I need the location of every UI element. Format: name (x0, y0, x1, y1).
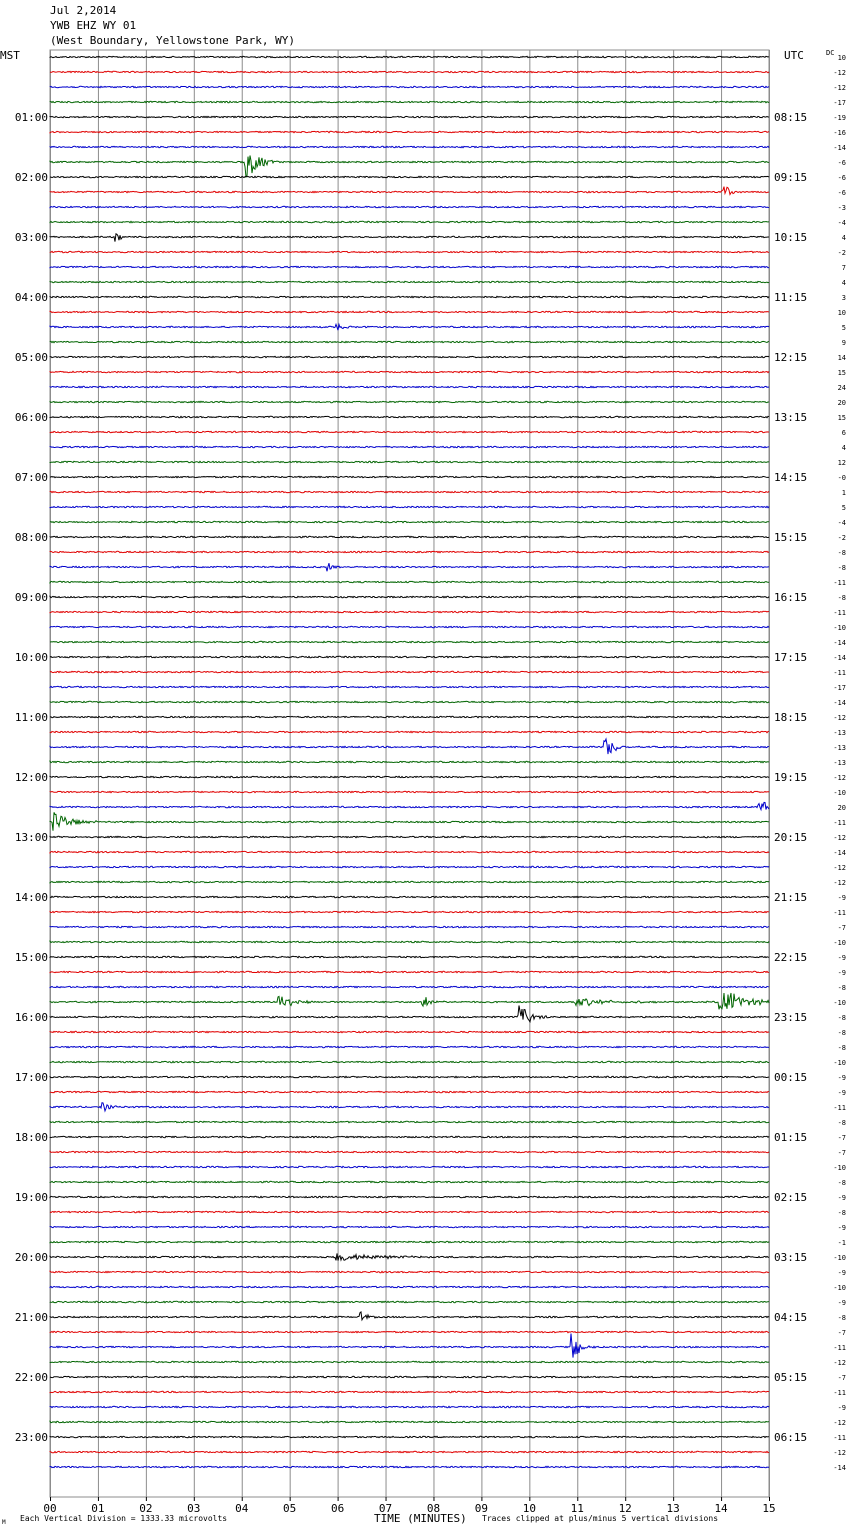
dc-offset-label: -17 (833, 684, 846, 692)
title-location: (West Boundary, Yellowstone Park, WY) (50, 34, 296, 47)
seismic-trace (50, 812, 769, 830)
dc-offset-label: -9 (837, 969, 846, 977)
seismic-trace (50, 386, 769, 387)
dc-offset-label: -8 (837, 549, 846, 557)
dc-offset-label: -9 (837, 954, 846, 962)
x-tick-label: 12 (618, 1502, 632, 1515)
seismic-trace (50, 1406, 769, 1407)
seismic-trace (50, 993, 769, 1009)
mst-hour-label: 11:00 (14, 711, 48, 724)
utc-hour-label: 22:15 (774, 951, 808, 964)
dc-offset-label: -8 (837, 564, 846, 572)
utc-hour-label: 05:15 (774, 1371, 808, 1384)
seismic-trace (50, 1076, 769, 1077)
dc-offset-label: -6 (837, 189, 846, 197)
seismic-trace (50, 296, 769, 297)
seismic-trace (50, 1301, 769, 1302)
title-station: YWB EHZ WY 01 (50, 19, 137, 32)
dc-offset-label: -6 (837, 159, 846, 167)
dc-offset-label: -12 (833, 714, 846, 722)
dc-offset-label: -9 (837, 1224, 846, 1232)
dc-offset-label: -8 (837, 1044, 846, 1052)
seismic-trace (50, 739, 769, 754)
footer-corner-mark: M (2, 1519, 6, 1526)
dc-offset-label: 24 (837, 384, 846, 392)
dc-offset-label: -12 (833, 84, 846, 92)
dc-offset-label: -17 (833, 99, 846, 107)
dc-offset-label: 6 (841, 429, 846, 437)
x-tick-label: 06 (330, 1502, 345, 1515)
seismic-trace (50, 1196, 769, 1197)
seismic-trace (50, 521, 769, 522)
seismic-trace (50, 1254, 769, 1261)
mst-hour-label: 15:00 (14, 951, 48, 964)
seismic-trace (50, 941, 769, 942)
dc-offset-label: -8 (837, 1209, 846, 1217)
dc-offset-label: 4 (841, 444, 846, 452)
mst-hour-label: 13:00 (14, 831, 48, 844)
seismic-trace (50, 1241, 769, 1242)
dc-offset-label: -8 (837, 1179, 846, 1187)
dc-offset-label: -9 (837, 894, 846, 902)
mst-hour-label: 08:00 (14, 531, 48, 544)
utc-hour-label: 19:15 (774, 771, 808, 784)
dc-offset-label: -9 (837, 1089, 846, 1097)
dc-offset-label: -12 (833, 879, 846, 887)
seismic-trace (50, 926, 769, 927)
seismic-trace (50, 221, 769, 222)
dc-offset-label: -2 (837, 534, 846, 542)
seismic-trace (50, 716, 769, 717)
x-tick-label: 07 (378, 1502, 393, 1515)
seismic-trace (50, 431, 769, 432)
x-tick-label: 10 (522, 1502, 536, 1515)
x-tick-label: 08 (426, 1502, 441, 1515)
x-axis-label: TIME (MINUTES) (374, 1512, 467, 1525)
utc-hour-label: 16:15 (774, 591, 808, 604)
seismic-trace (50, 656, 769, 657)
seismic-trace (50, 71, 769, 72)
seismic-trace (50, 881, 769, 882)
seismic-trace (50, 776, 769, 777)
mst-hour-label: 16:00 (14, 1011, 48, 1024)
dc-offset-label: -14 (833, 1464, 846, 1472)
mst-hour-label: 01:00 (14, 111, 48, 124)
dc-offset-label: -12 (833, 774, 846, 782)
dc-offset-label: -10 (833, 624, 846, 632)
seismic-trace (50, 791, 769, 792)
dc-offset-label: 5 (841, 504, 846, 512)
dc-offset-label: -12 (833, 1359, 846, 1367)
utc-hour-label: 08:15 (774, 111, 808, 124)
seismic-trace (50, 1046, 769, 1047)
dc-offset-label: -2 (837, 249, 846, 257)
dc-offset-label: -1 (837, 1239, 846, 1247)
dc-offset-label: 1 (841, 489, 846, 497)
dc-offset-label: -10 (833, 1059, 846, 1067)
seismic-trace (50, 234, 769, 242)
seismic-trace (50, 1031, 769, 1032)
mst-hour-label: 03:00 (14, 231, 48, 244)
seismic-trace (50, 324, 769, 330)
seismic-trace (50, 341, 769, 342)
mst-hour-label: 14:00 (14, 891, 48, 904)
seismic-trace (50, 1211, 769, 1212)
seismic-trace (50, 1436, 769, 1437)
title-date: Jul 2,2014 (50, 4, 117, 17)
seismic-trace (50, 506, 769, 507)
mst-hour-label: 23:00 (14, 1431, 48, 1444)
dc-offset-label: -7 (837, 1374, 846, 1382)
dc-offset-label: -7 (837, 924, 846, 932)
seismic-trace (50, 836, 769, 837)
seismic-trace (50, 581, 769, 582)
seismic-trace (50, 956, 769, 957)
footer-clip-note: Traces clipped at plus/minus 5 vertical divisions (482, 1514, 719, 1523)
x-tick-label: 13 (666, 1502, 680, 1515)
x-tick-label: 11 (570, 1502, 584, 1515)
seismic-trace (50, 56, 769, 57)
dc-offset-label: -0 (837, 474, 846, 482)
x-tick-label: 15 (762, 1502, 776, 1515)
dc-offset-label: -10 (833, 939, 846, 947)
seismic-trace (50, 146, 769, 147)
dc-offset-label: 10 (837, 54, 846, 62)
mst-hour-label: 17:00 (14, 1071, 48, 1084)
left-timezone-label: MST (0, 49, 20, 62)
seismic-trace (50, 156, 769, 178)
dc-offset-label: -12 (833, 1419, 846, 1427)
seismic-trace (50, 1103, 769, 1111)
utc-hour-label: 11:15 (774, 291, 808, 304)
seismic-trace (50, 1006, 769, 1022)
utc-hour-label: 20:15 (774, 831, 808, 844)
seismic-trace (50, 761, 769, 762)
mst-hour-label: 12:00 (14, 771, 48, 784)
dc-offset-label: 4 (841, 234, 846, 242)
dc-offset-label: -11 (833, 609, 846, 617)
dc-offset-label: -6 (837, 174, 846, 182)
seismic-trace (50, 596, 769, 597)
dc-offset-label: -14 (833, 699, 846, 707)
seismic-trace (50, 551, 769, 552)
dc-offset-label: -14 (833, 849, 846, 857)
dc-offset-label: 12 (837, 459, 846, 467)
seismic-trace (50, 1391, 769, 1392)
dc-offset-label: 5 (841, 324, 846, 332)
right-timezone-label: UTC (784, 49, 804, 62)
dc-offset-label: -9 (837, 1269, 846, 1277)
seismic-trace (50, 356, 769, 357)
seismic-trace (50, 1376, 769, 1377)
seismic-trace (50, 1451, 769, 1452)
x-tick-label: 02 (139, 1502, 153, 1515)
dc-offset-label: -11 (833, 1344, 846, 1352)
x-tick-label: 05 (283, 1502, 297, 1515)
dc-offset-label: -12 (833, 834, 846, 842)
utc-hour-label: 23:15 (774, 1011, 808, 1024)
seismic-trace (50, 851, 769, 852)
dc-offset-label: -13 (833, 744, 846, 752)
utc-hour-label: 02:15 (774, 1191, 808, 1204)
seismic-trace (50, 1121, 769, 1122)
dc-offset-label: 7 (841, 264, 846, 272)
dc-offset-label: -4 (837, 519, 846, 527)
seismic-trace (50, 1331, 769, 1332)
seismic-trace (50, 1286, 769, 1287)
seismic-trace (50, 187, 769, 195)
mst-hour-label: 21:00 (14, 1311, 48, 1324)
dc-offset-label: -16 (833, 129, 846, 137)
seismic-trace (50, 1136, 769, 1137)
seismic-trace (50, 371, 769, 372)
dc-offset-label: -7 (837, 1149, 846, 1157)
dc-offset-label: -11 (833, 819, 846, 827)
seismic-trace (50, 626, 769, 627)
seismic-trace (50, 1181, 769, 1182)
mst-hour-label: 20:00 (14, 1251, 48, 1264)
mst-hour-label: 07:00 (14, 471, 48, 484)
seismic-trace (50, 1166, 769, 1167)
utc-hour-label: 12:15 (774, 351, 808, 364)
mst-hour-label: 19:00 (14, 1191, 48, 1204)
dc-offset-label: -9 (837, 1404, 846, 1412)
utc-hour-label: 04:15 (774, 1311, 808, 1324)
seismic-trace (50, 731, 769, 732)
dc-offset-label: -8 (837, 1314, 846, 1322)
seismic-trace (50, 1151, 769, 1152)
dc-offset-label: -8 (837, 1014, 846, 1022)
x-tick-label: 04 (235, 1502, 249, 1515)
dc-offset-label: -13 (833, 759, 846, 767)
dc-offset-label: -19 (833, 114, 846, 122)
mst-hour-label: 09:00 (14, 591, 48, 604)
dc-offset-label: -10 (833, 1254, 846, 1262)
dc-offset-label: -7 (837, 1134, 846, 1142)
dc-offset-label: -8 (837, 594, 846, 602)
dc-offset-label: -9 (837, 1074, 846, 1082)
dc-offset-label: -3 (837, 204, 846, 212)
seismic-trace (50, 1334, 769, 1358)
dc-offset-label: -13 (833, 729, 846, 737)
dc-offset-label: 3 (841, 294, 846, 302)
mst-hour-label: 18:00 (14, 1131, 48, 1144)
dc-offset-label: -12 (833, 1449, 846, 1457)
dc-offset-label: -9 (837, 1194, 846, 1202)
dc-offset-label: -10 (833, 1164, 846, 1172)
dc-offset-label: -11 (833, 1104, 846, 1112)
utc-hour-label: 14:15 (774, 471, 808, 484)
seismic-trace (50, 1226, 769, 1227)
seismic-trace (50, 116, 769, 117)
dc-offset-label: -4 (837, 219, 846, 227)
seismic-trace (50, 641, 769, 642)
mst-hour-label: 05:00 (14, 351, 48, 364)
dc-offset-label: -14 (833, 639, 846, 647)
dc-offset-label: -10 (833, 999, 846, 1007)
seismic-trace (50, 611, 769, 612)
seismic-trace (50, 176, 769, 177)
seismic-trace (50, 1466, 769, 1467)
mst-hour-label: 04:00 (14, 291, 48, 304)
dc-offset-label: -12 (833, 864, 846, 872)
seismic-trace (50, 701, 769, 702)
seismic-trace (50, 1271, 769, 1272)
utc-hour-label: 21:15 (774, 891, 808, 904)
seismic-trace (50, 476, 769, 477)
seismic-trace (50, 461, 769, 462)
utc-hour-label: 00:15 (774, 1071, 808, 1084)
utc-hour-label: 18:15 (774, 711, 808, 724)
utc-hour-label: 15:15 (774, 531, 808, 544)
mst-hour-label: 22:00 (14, 1371, 48, 1384)
seismic-trace (50, 251, 769, 252)
utc-hour-label: 01:15 (774, 1131, 808, 1144)
dc-offset-label: 14 (837, 354, 846, 362)
dc-offset-label: 20 (837, 804, 846, 812)
dc-offset-label: -11 (833, 909, 846, 917)
dc-offset-label: -14 (833, 654, 846, 662)
x-tick-label: 03 (187, 1502, 201, 1515)
mst-hour-label: 02:00 (14, 171, 48, 184)
mst-hour-label: 06:00 (14, 411, 48, 424)
utc-hour-label: 09:15 (774, 171, 808, 184)
dc-label: DC (826, 49, 835, 57)
seismic-trace (50, 986, 769, 987)
utc-hour-label: 10:15 (774, 231, 808, 244)
utc-hour-label: 13:15 (774, 411, 808, 424)
seismic-trace (50, 446, 769, 447)
dc-offset-label: 20 (837, 399, 846, 407)
utc-hour-label: 06:15 (774, 1431, 808, 1444)
footer-scale-note: Each Vertical Division = 1333.33 microvolts (20, 1514, 228, 1523)
seismic-trace (50, 1061, 769, 1062)
utc-hour-label: 03:15 (774, 1251, 808, 1264)
seismic-trace (50, 416, 769, 417)
dc-offset-label: 15 (837, 414, 846, 422)
seismic-trace (50, 1421, 769, 1422)
seismic-trace (50, 971, 769, 972)
dc-offset-label: -10 (833, 789, 846, 797)
seismic-trace (50, 311, 769, 312)
seismic-trace (50, 401, 769, 402)
dc-offset-label: -10 (833, 1284, 846, 1292)
x-tick-label: 00 (43, 1502, 57, 1515)
seismic-trace (50, 866, 769, 867)
seismic-trace (50, 536, 769, 537)
dc-offset-label: -8 (837, 984, 846, 992)
seismic-trace (50, 671, 769, 672)
seismic-trace (50, 1091, 769, 1092)
utc-hour-label: 17:15 (774, 651, 808, 664)
x-tick-label: 09 (474, 1502, 489, 1515)
seismic-trace (50, 563, 769, 571)
dc-offset-label: 15 (837, 369, 846, 377)
seismic-trace (50, 686, 769, 687)
seismic-trace (50, 266, 769, 267)
dc-offset-label: -11 (833, 579, 846, 587)
dc-offset-label: -11 (833, 1434, 846, 1442)
seismic-trace (50, 911, 769, 912)
dc-offset-label: -14 (833, 144, 846, 152)
seismic-trace (50, 491, 769, 492)
dc-offset-label: -12 (833, 69, 846, 77)
dc-offset-label: -9 (837, 1299, 846, 1307)
seismic-trace (50, 281, 769, 282)
seismic-trace (50, 1312, 769, 1320)
seismic-trace (50, 101, 769, 102)
dc-offset-label: -8 (837, 1119, 846, 1127)
dc-offset-label: 9 (841, 339, 846, 347)
seismic-trace (50, 86, 769, 87)
dc-offset-label: -11 (833, 1389, 846, 1397)
seismic-trace (50, 1361, 769, 1362)
seismic-trace (50, 131, 769, 132)
dc-offset-label: -11 (833, 669, 846, 677)
dc-offset-label: -7 (837, 1329, 846, 1337)
seismic-trace (50, 802, 769, 809)
seismic-trace (50, 896, 769, 897)
mst-hour-label: 10:00 (14, 651, 48, 664)
x-tick-label: 01 (91, 1502, 105, 1515)
seismic-trace (50, 206, 769, 207)
dc-offset-label: 4 (841, 279, 846, 287)
x-tick-label: 14 (714, 1502, 728, 1515)
dc-offset-label: -8 (837, 1029, 846, 1037)
dc-offset-label: 10 (837, 309, 846, 317)
